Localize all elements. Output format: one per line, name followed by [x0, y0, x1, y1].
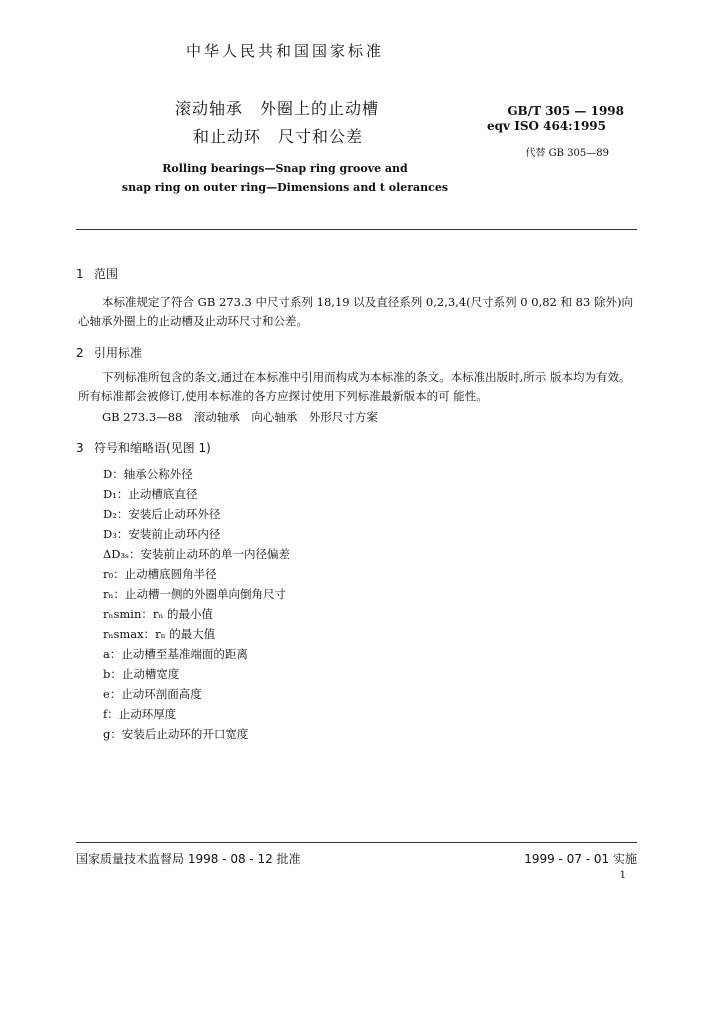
issuing-authority: 中华人民共和国国家标准: [185, 42, 384, 60]
section-title: 范围: [94, 267, 119, 281]
page-number: 1: [619, 870, 626, 881]
section-heading-symbols: [76, 439, 211, 456]
title-zh-line1: 滚动轴承 外圈上的止动槽: [175, 99, 380, 118]
scope-paragraph: 本标准规定了符合 GB 273.3 中尺寸系列 18,19 以及直径系列 0,2,3,4(尺寸系列 0 0,82 和 83 除外)向心轴承外圈上的止动槽及止动环尺寸和公差。: [78, 295, 633, 328]
title-en-line1: Rolling bearings—Snap ring groove and: [162, 162, 408, 175]
symbol-item: a：止动槽至基准端面的距离: [103, 647, 248, 661]
symbol-item: e：止动环剖面高度: [103, 687, 202, 701]
symbol-item: rₙsmax：rₙ 的最大值: [103, 627, 216, 641]
section-number: 3: [76, 441, 84, 455]
symbol-item: f：止动环厚度: [103, 707, 177, 721]
symbol-item: g：安装后止动环的开口宽度: [103, 727, 249, 741]
symbol-item: D₂：安装后止动环外径: [103, 507, 221, 521]
title-en-line2: snap ring on outer ring—Dimensions and t olerances: [121, 181, 449, 194]
standard-equivalence: eqv ISO 464:1995: [487, 119, 606, 133]
symbol-item: r₀：止动槽底圆角半径: [103, 567, 217, 581]
approval-date: 国家质量技术监督局 1998 - 08 - 12 批准: [76, 852, 301, 866]
symbol-item: rₙsmin：rₙ 的最小值: [103, 607, 213, 621]
section-title: 符号和缩略语(见图 1): [94, 441, 211, 455]
standard-replaces: 代替 GB 305—89: [525, 148, 609, 159]
symbol-item: D：轴承公称外径: [103, 467, 193, 481]
symbol-item: D₁：止动槽底直径: [103, 487, 198, 501]
symbol-item: b：止动槽宽度: [103, 667, 180, 681]
header-divider: [76, 229, 637, 230]
reference-item: GB 273.3—88 滚动轴承 向心轴承 外形尺寸方案: [102, 410, 378, 424]
footer-divider: [76, 842, 637, 843]
section-title: 引用标准: [94, 346, 143, 360]
symbol-item: D₃：安装前止动环内径: [103, 527, 221, 541]
section-number: 2: [76, 346, 84, 360]
section-heading-scope: [76, 265, 118, 282]
section-heading-references: [76, 344, 142, 361]
title-zh-line2: 和止动环 尺寸和公差: [193, 127, 364, 146]
symbol-item: ΔD₃ₛ：安装前止动环的单一内径偏差: [103, 547, 291, 561]
references-paragraph: 下列标准所包含的条文,通过在本标准中引用而构成为本标准的条文。本标准出版时,所示 版本均为有效。所有标准都会被修订,使用本标准的各方应探讨使用下列标准最新版本的可 能性。: [78, 370, 631, 403]
standard-code: GB/T 305 — 1998: [507, 104, 624, 118]
implementation-date: 1999 - 07 - 01 实施: [524, 852, 637, 866]
symbol-item: rₙ：止动槽一侧的外圈单向倒角尺寸: [103, 587, 286, 601]
section-number: 1: [76, 267, 84, 281]
